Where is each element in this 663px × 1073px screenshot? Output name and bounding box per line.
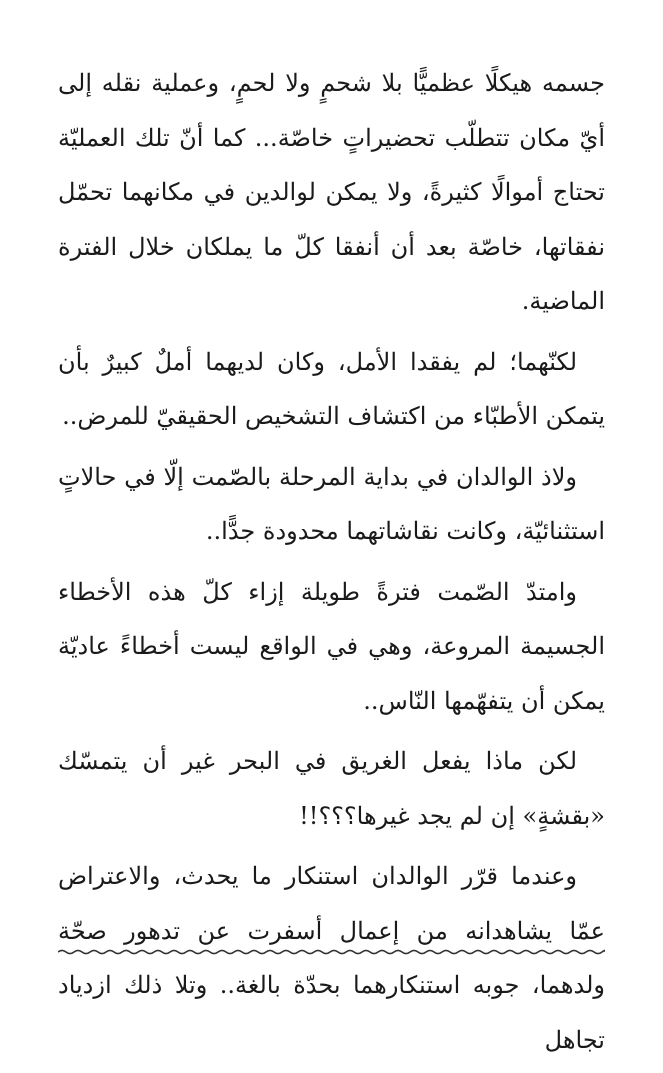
paragraph-4: وامتدّ الصّمت فترةً طويلة إزاء كلّ هذه الأخطاء الجسيمة المروعة، وهي في الواقع ليست أخطاءً عاديّة يمكن أن يتفهّمها النّاس.. xyxy=(58,577,605,715)
paragraph-5: لكن ماذا يفعل الغريق في البحر غير أن يتمسّك «بقشةٍ» إن لم يجد غيرها؟؟؟!! xyxy=(58,747,605,830)
paragraph-1: جسمه هيكلًا عظميًّا بلا شحمٍ ولا لحمٍ، وعملية نقله إلى أيّ مكان تتطلّب تحضيراتٍ خاصّة... كما أنّ تلك العمليّة تحتاج أموالًا كثيرةً، ولا يمكن لوالدين في مكانهما تحمّل نفقاتها، خاصّة بعد أن أنفقا كلّ ما يملكان خلال الفترة الماضية. xyxy=(58,69,606,315)
paragraph-2: لكنّهما؛ لم يفقدا الأمل، وكان لديهما أملٌ كبيرٌ بأن يتمكن الأطبّاء من اكتشاف التشخيص الحقيقيّ للمرض.. xyxy=(58,347,605,430)
paragraph-3: ولاذ الوالدان في بداية المرحلة بالصّمت إلّا في حالاتٍ استثنائيّة، وكانت نقاشاتهما محدودة جدًّا.. xyxy=(58,462,605,545)
footer-divider-wave xyxy=(58,950,605,953)
wavy-line-icon xyxy=(58,944,605,960)
page-text xyxy=(58,56,605,1073)
paragraph-6: وعندما قرّر الوالدان استنكار ما يحدث، والاعتراض عمّا يشاهدانه من إعمال أسفرت عن تدهور صحّة ولدهما، جوبه استنكارهما بحدّة بالغة.. وتلا ذلك ازدياد تجاهل xyxy=(58,862,605,1054)
